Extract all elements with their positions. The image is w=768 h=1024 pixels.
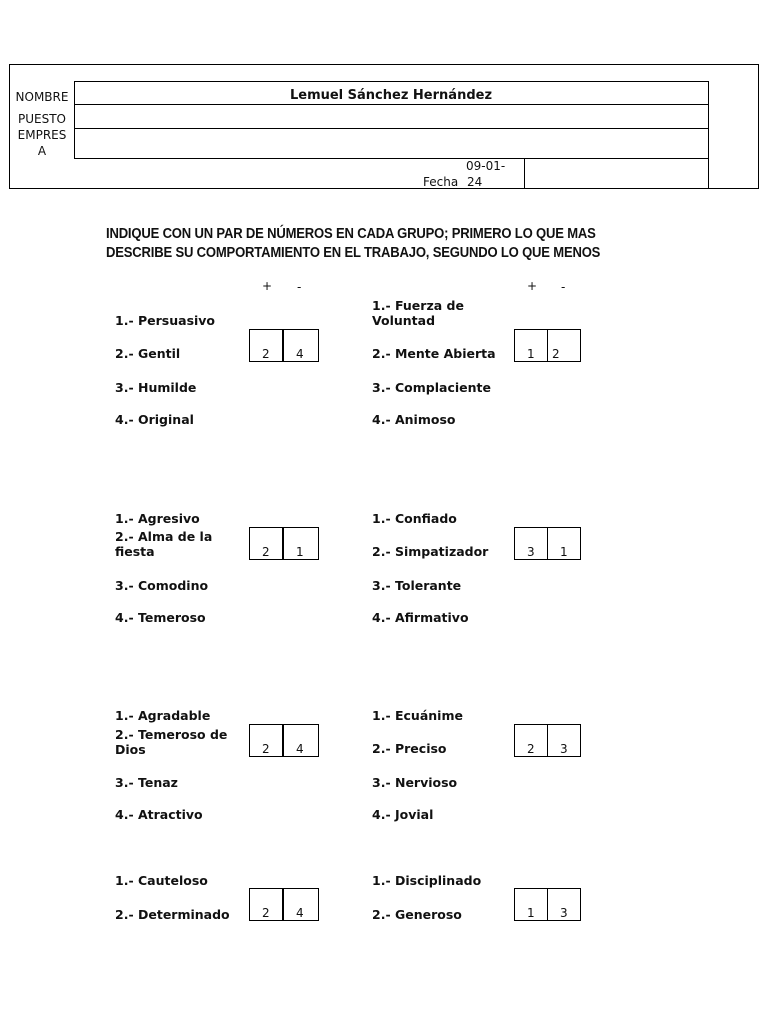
header-line: [74, 128, 709, 129]
header-line: [74, 104, 709, 105]
group8-item2: 2.- Generoso: [372, 907, 462, 922]
group5-item1: 1.- Agradable: [115, 708, 211, 723]
minus-header-left: -: [297, 280, 302, 294]
group2-minus-box[interactable]: [547, 329, 581, 362]
group5-item2: 2.- Temeroso de Dios: [115, 727, 228, 757]
group6-item3: 3.- Nervioso: [372, 775, 458, 790]
header-line: [74, 158, 709, 159]
fecha-label: Fecha: [423, 175, 459, 189]
group7-item1: 1.- Cauteloso: [115, 873, 208, 888]
group4-item1: 1.- Confiado: [372, 511, 457, 526]
fecha-value-2: 24: [467, 175, 483, 189]
group6-minus-box[interactable]: [547, 724, 581, 757]
group8-plus-box[interactable]: [514, 888, 548, 921]
group2-item3: 3.- Complaciente: [372, 380, 491, 395]
group3-minus-value: 1: [296, 545, 304, 559]
group2-minus-value: 2: [552, 347, 560, 361]
group3-item2: 2.- Alma de la fiesta: [115, 529, 213, 559]
puesto-label: PUESTO: [18, 112, 66, 126]
group7-minus-box[interactable]: [283, 888, 319, 921]
group8-minus-value: 3: [560, 906, 568, 920]
group8-plus-value: 1: [527, 906, 535, 920]
plus-header-right: +: [527, 279, 538, 293]
group4-plus-value: 3: [527, 545, 535, 559]
group8-minus-box[interactable]: [547, 888, 581, 921]
group4-plus-box[interactable]: [514, 527, 548, 560]
group2-plus-value: 1: [527, 347, 535, 361]
empresa-label-2: A: [37, 144, 47, 158]
fecha-value-1: 09-01-: [466, 159, 506, 173]
group6-minus-value: 3: [560, 742, 568, 756]
group1-item1: 1.- Persuasivo: [115, 313, 216, 328]
group3-plus-box[interactable]: [249, 527, 283, 560]
instruction-line-1: INDIQUE CON UN PAR DE NÚMEROS EN CADA GRUPO; PRIMERO LO QUE MAS: [106, 226, 596, 242]
group5-item3: 3.- Tenaz: [115, 775, 178, 790]
plus-header-left: +: [262, 279, 273, 293]
group3-item1: 1.- Agresivo: [115, 511, 200, 526]
group6-item2: 2.- Preciso: [372, 741, 447, 756]
group3-minus-box[interactable]: [283, 527, 319, 560]
header-line: [708, 81, 709, 189]
nombre-value: Lemuel Sánchez Hernández: [289, 88, 493, 103]
group7-item2: 2.- Determinado: [115, 907, 230, 922]
group6-plus-value: 2: [527, 742, 535, 756]
group7-minus-value: 4: [296, 906, 304, 920]
group6-item1: 1.- Ecuánime: [372, 708, 463, 723]
group1-plus-box[interactable]: [249, 329, 283, 362]
group8-item1: 1.- Disciplinado: [372, 873, 482, 888]
group7-plus-value: 2: [262, 906, 270, 920]
group2-item2: 2.- Mente Abierta: [372, 346, 496, 361]
group1-item4: 4.- Original: [115, 412, 194, 427]
group4-item3: 3.- Tolerante: [372, 578, 462, 593]
group4-minus-box[interactable]: [547, 527, 581, 560]
group1-item3: 3.- Humilde: [115, 380, 197, 395]
nombre-label: NOMBRE: [15, 90, 69, 104]
group4-minus-value: 1: [560, 545, 568, 559]
instruction-line-2: DESCRIBE SU COMPORTAMIENTO EN EL TRABAJO, SEGUNDO LO QUE MENOS: [106, 245, 601, 261]
group4-item2: 2.- Simpatizador: [372, 544, 489, 559]
group5-item4: 4.- Atractivo: [115, 807, 203, 822]
group5-plus-value: 2: [262, 742, 270, 756]
header-line: [524, 158, 525, 189]
group2-item1: 1.- Fuerza de Voluntad: [372, 298, 464, 328]
group1-plus-value: 2: [262, 347, 270, 361]
group5-minus-box[interactable]: [283, 724, 319, 757]
group2-plus-box[interactable]: [514, 329, 548, 362]
group3-item3: 3.- Comodino: [115, 578, 209, 593]
group7-plus-box[interactable]: [249, 888, 283, 921]
group1-item2: 2.- Gentil: [115, 346, 181, 361]
group4-item4: 4.- Afirmativo: [372, 610, 469, 625]
group3-item4: 4.- Temeroso: [115, 610, 206, 625]
instruction-text: [106, 225, 610, 263]
group6-plus-box[interactable]: [514, 724, 548, 757]
empresa-label-1: EMPRES: [17, 128, 67, 142]
minus-header-right: -: [561, 280, 566, 294]
group5-minus-value: 4: [296, 742, 304, 756]
group6-item4: 4.- Jovial: [372, 807, 434, 822]
group3-plus-value: 2: [262, 545, 270, 559]
group5-plus-box[interactable]: [249, 724, 283, 757]
group1-minus-value: 4: [296, 347, 304, 361]
group2-item4: 4.- Animoso: [372, 412, 456, 427]
group1-minus-box[interactable]: [283, 329, 319, 362]
